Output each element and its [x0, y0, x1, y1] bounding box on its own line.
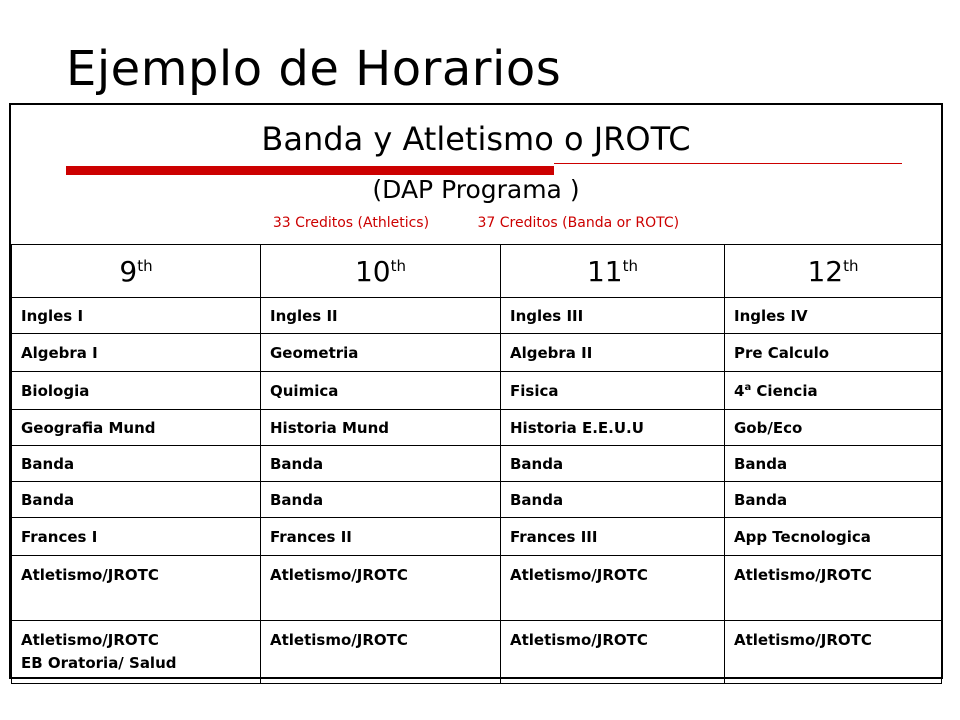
table-cell: App Tecnologica: [725, 518, 942, 556]
schedule-table: [9, 103, 943, 679]
table-row: [12, 446, 942, 482]
table-cell: Banda: [725, 482, 942, 518]
table-cell: Historia E.E.U.U: [501, 410, 725, 446]
table-cell: Banda: [501, 482, 725, 518]
credits-band: 37 Creditos (Banda or ROTC): [477, 215, 680, 231]
table-cell: Algebra I: [12, 334, 261, 372]
table-cell: Atletismo/JROTC: [725, 621, 942, 684]
table-cell: Atletismo/JROTC: [725, 556, 942, 621]
table-header: [11, 105, 941, 244]
credits-line: [11, 213, 941, 233]
table-cell: Atletismo/JROTC: [261, 556, 501, 621]
table-row: [12, 518, 942, 556]
table-row: [12, 298, 942, 334]
table-cell: Gob/Eco: [725, 410, 942, 446]
table-cell: Banda: [501, 446, 725, 482]
table-subheading: (DAP Programa ): [372, 175, 580, 204]
table-cell: Atletismo/JROTC: [501, 556, 725, 621]
table-cell: Banda: [261, 482, 501, 518]
table-cell: Frances III: [501, 518, 725, 556]
grade-9-header: 9th: [12, 245, 261, 298]
table-row: [12, 482, 942, 518]
table-cell: Historia Mund: [261, 410, 501, 446]
table-heading: Banda y Atletismo o JROTC: [261, 120, 691, 158]
table-cell: Ingles II: [261, 298, 501, 334]
table-cell: Frances I: [12, 518, 261, 556]
table-cell: Ingles IV: [725, 298, 942, 334]
table-cell: Frances II: [261, 518, 501, 556]
table-row: [12, 410, 942, 446]
table-cell: 4$^a$ Ciencia: [725, 372, 942, 410]
table-cell: Banda: [261, 446, 501, 482]
table-row: [12, 556, 942, 621]
table-cell: Pre Calculo: [725, 334, 942, 372]
table-cell: Atletismo/JROTC EB Oratoria/ Salud: [12, 621, 261, 684]
table-row: [12, 621, 942, 684]
table-cell: Banda: [12, 482, 261, 518]
table-cell: Atletismo/JROTC: [12, 556, 261, 621]
credits-athletics: 33 Creditos (Athletics): [272, 215, 430, 231]
grade-header-row: [12, 245, 942, 298]
table-cell: Banda: [12, 446, 261, 482]
table-cell: Geometria: [261, 334, 501, 372]
table-cell: Banda: [725, 446, 942, 482]
table-row: [12, 372, 942, 410]
table-cell: Fisica: [501, 372, 725, 410]
table-cell: Atletismo/JROTC: [261, 621, 501, 684]
table-cell: Geografia Mund: [12, 410, 261, 446]
table-row: [12, 334, 942, 372]
table-cell: Quimica: [261, 372, 501, 410]
table-cell: Biologia: [12, 372, 261, 410]
extra-course-label: EB Oratoria/ Salud: [21, 654, 177, 672]
table-cell: Atletismo/JROTC: [501, 621, 725, 684]
grade-10-header: 10th: [261, 245, 501, 298]
slide-title: Ejemplo de Horarios: [66, 41, 562, 97]
table-cell: Ingles III: [501, 298, 725, 334]
grade-11-header: 11th: [501, 245, 725, 298]
table-cell: Algebra II: [501, 334, 725, 372]
table-cell: Ingles I: [12, 298, 261, 334]
grade-12-header: 12th: [725, 245, 942, 298]
schedule-grid: [11, 244, 942, 684]
